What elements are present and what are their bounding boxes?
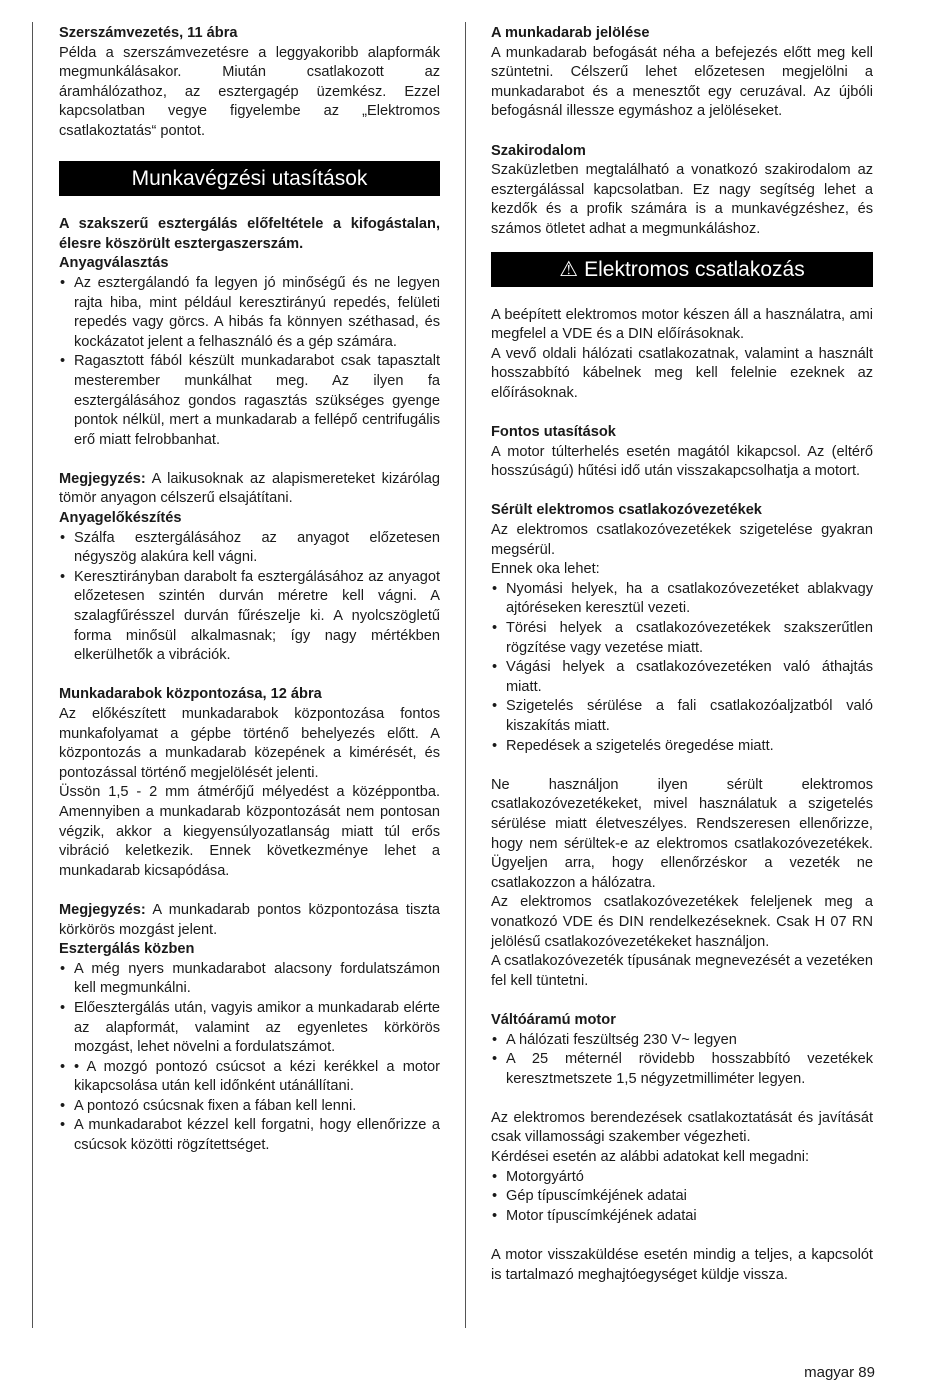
section-title: Anyagelőkészítés — [59, 510, 182, 527]
paragraph: Az elektromos berendezések csatlakoztatását és javítását csak villamossági szakember végezheti. — [491, 1109, 873, 1146]
paragraph: A csatlakozóvezeték típusának megnevezését a vezetéken fel kell tüntetni. — [491, 953, 873, 989]
section-literature — [491, 142, 873, 240]
warning-icon: ⚠ — [559, 257, 579, 281]
section-during-turning — [59, 940, 440, 1156]
list-item: • Szálfa esztergálásához az anyagot előzetesen négyszög alakúra kell vágni. — [59, 529, 440, 568]
section-workpiece-marking — [491, 24, 873, 122]
paragraph: Ennek oka lehet: — [491, 561, 600, 578]
paragraph: A beépített elektromos motor készen áll a használatra, ami megfelel a VDE és a DIN előírásoknak. — [491, 306, 873, 343]
list-item: • • A mozgó pontozó csúcsot a kézi kerékkel a motor kikapcsolása után kell időnként utánállítani. — [59, 1058, 440, 1097]
paragraph: A motor visszaküldése esetén mindig a teljes, a kapcsolót is tartalmazó meghajtóegységet küldje vissza. — [491, 1247, 873, 1283]
paragraph: Példa a szerszámvezetésre a leggyakoribb alapformák megmunkálásakor. Miután csatlakozott az áramhálózathoz, az esztergagép üzemkész. Ezzel kapcsolatban vegye figyelembe az „Elektromos csatlakoztatás“ pontot. — [59, 44, 440, 139]
section-title: Szerszámvezetés, 11 ábra — [59, 25, 238, 41]
paragraph: A motor túlterhelés esetén magától kikapcsol. Az (eltérő hosszúságú) hűtési idő után visszakapcsolhatja a motort. — [491, 443, 873, 480]
list-item: • A munkadarabot kézzel kell forgatni, hogy ellenőrizze a csúcsok közötti rögzítettséget. — [59, 1116, 440, 1155]
list-item: • Szigetelés sérülése a fali csatlakozóaljzatból való kiszakítás miatt. — [491, 697, 873, 736]
left-column — [59, 24, 440, 1156]
section-title: Fontos utasítások — [491, 424, 616, 441]
left-margin-rule — [32, 22, 33, 1328]
paragraph: Ne használjon ilyen sérült elektromos csatlakozóvezetékeket, mivel használatuk a szigetelés sérülése miatt életveszélyes. Rendszeresen ellenőrizze, hogy nem sérültek-e az elektromos csatlakozóvezetékek. Ügyeljen arra, hogy ellenőrzéskor a vezeték ne csatlakozzon a hálózatra. — [491, 776, 873, 891]
banner-label: Elektromos csatlakozás — [584, 257, 805, 281]
list-item: • Előesztergálás után, vagyis amikor a munkadarab elérte az alapformát, valamint az egyenletes körkörös mozgást, lehet növelni a fordulatszámot. — [59, 999, 440, 1058]
note-paragraph — [59, 470, 440, 509]
list-item: • Keresztirányban darabolt fa esztergálásához az anyagot előzetesen szintén durván méretre kell vágni. A szalagfűrésszel durván fűrészelje ki. A nyolcszögletű forma minősül alkalmasnak; így nagy mértékben elkerülhetők a vibrációk. — [59, 568, 440, 666]
paragraph: Az előkészített munkadarabok központozása fontos munkafolyamat a gépbe történő behelyezés előtt. A központozás a munkadarab közepének a kimérését, és pontozással történő megjelölését jelenti. — [59, 706, 440, 781]
section-banner-work-instructions: Munkavégzési utasítások — [59, 161, 440, 196]
right-column — [491, 24, 873, 1285]
note-text: A laikusoknak az alapismereteket kizárólag tömör anyagon célszerű elsajátítani. — [59, 470, 440, 507]
list-item: • Az esztergálandó fa legyen jó minőségű és ne legyen rajta hiba, mint például keresztirányú repedés, felületi repedés vagy görcs. A hibás fa könnyen széthasad, és kockázatot jelent a felhasználó és a gép számára. — [59, 274, 440, 352]
list-item: • Motorgyártó — [491, 1168, 873, 1188]
section-banner-electrical-connection — [491, 252, 873, 287]
bullet-list — [59, 960, 440, 1156]
list-item: • Motor típuscímkéjének adatai — [491, 1207, 873, 1227]
section-title: Váltóáramú motor — [491, 1011, 616, 1028]
paragraph: Szaküzletben megtalálható a vonatkozó szakirodalom az esztergálással kapcsolatban. Ez nagy segítség lehet a kezdők és a profik számára is a munkavégzéshez, és számos ötletet adhat a megmunkáláshoz. — [491, 162, 873, 237]
section-cable-safety — [491, 776, 873, 992]
list-item: • A hálózati feszültség 230 V~ legyen — [491, 1031, 873, 1051]
section-title: Munkadarabok központozása, 12 ábra — [59, 686, 322, 703]
note-text: A munkadarab pontos központozása tiszta körkörös mozgást jelent. — [59, 901, 440, 938]
paragraph: A munkadarab befogását néha a befejezés előtt meg kell szüntetni. Célszerű lehet előzetesen megjelölni a munkadarabot és a menesztőt egy ceruzával. Az újbóli befogásnál illessze egymáshoz a jelöléseket. — [491, 44, 873, 120]
section-required-data — [491, 1148, 873, 1226]
list-item: • Ragasztott fából készült munkadarabot csak tapasztalt mesterember munkálhat meg. Az ilyen fa esztergálásához gondos ragasztás szükséges gyenge pontok nélkül, mert a munkadarab a fellépő centrifugális erő miatt felrobbanhat. — [59, 352, 440, 450]
paragraph: Kérdései esetén az alábbi adatokat kell megadni: — [491, 1149, 810, 1166]
bullet-list — [59, 529, 440, 666]
section-title: Anyagválasztás — [59, 255, 169, 272]
paragraph: Üssön 1,5 - 2 mm átmérőjű mélyedést a középpontba. Amennyiben a munkadarab központozását nem pontosan végzik, akkor a kiegyensúlyozatlanság miatt túl erős vibráció keletkezik. Ennek következménye lehet a munkadarab kicsapódása. — [59, 784, 440, 879]
bullet-list — [491, 1031, 873, 1090]
section-title: Esztergálás közben — [59, 941, 195, 958]
list-item: • Törési helyek a csatlakozóvezetékek szakszerűtlen rögzítése vagy vezetése miatt. — [491, 619, 873, 658]
bullet-list — [59, 274, 440, 450]
bullet-list — [491, 580, 873, 756]
paragraph: A vevő oldali hálózati csatlakozatnak, valamint a használt hosszabbító kábelnek meg kell felelnie ezeknek az előírásoknak. — [491, 345, 873, 401]
list-item: • Gép típuscímkéjének adatai — [491, 1187, 873, 1207]
section-title: Szakirodalom — [491, 142, 586, 159]
section-ac-motor — [491, 1011, 873, 1089]
note-label: Megjegyzés: — [59, 901, 146, 918]
page-number: magyar 89 — [804, 1364, 875, 1381]
section-tool-guide — [59, 24, 440, 142]
list-item: • Nyomási helyek, ha a csatlakozóvezetéket ablakvagy ajtóréseken keresztül vezeti. — [491, 580, 873, 619]
list-item: • Repedések a szigetelés öregedése miatt. — [491, 737, 873, 757]
note-label: Megjegyzés: — [59, 470, 146, 487]
section-title: A munkadarab jelölése — [491, 25, 650, 41]
section-title: Sérült elektromos csatlakozóvezetékek — [491, 502, 762, 519]
section-material-preparation — [59, 509, 440, 666]
list-item: • A pontozó csúcsnak fixen a fában kell lenni. — [59, 1097, 440, 1117]
center-column-rule — [465, 22, 466, 1328]
section-damaged-cables — [491, 501, 873, 756]
section-centering — [59, 685, 440, 881]
section-motor-intro — [491, 306, 873, 404]
section-material-selection — [59, 254, 440, 450]
paragraph: Az elektromos csatlakozóvezetékek feleljenek meg a vonatkozó VDE és DIN rendelkezéseknek. Csak H 07 RN jelölésű csatlakozóvezetékeket használjon. — [491, 894, 873, 950]
list-item: • Vágási helyek a csatlakozóvezetéken való áthajtás miatt. — [491, 658, 873, 697]
note-paragraph — [59, 901, 440, 940]
paragraph: Az elektromos csatlakozóvezetékek szigetelése gyakran megsérül. — [491, 522, 873, 558]
bullet-list — [491, 1168, 873, 1227]
section-important-instructions — [491, 423, 873, 482]
list-item: • A még nyers munkadarabot alacsony fordulatszámon kell megmunkálni. — [59, 960, 440, 999]
list-item: • A 25 méternél rövidebb hosszabbító vezetékek keresztmetszete 1,5 négyzetmilliméter legyen. — [491, 1050, 873, 1089]
lead-statement: A szakszerű esztergálás előfeltétele a kifogástalan, élesre köszörült esztergaszerszám. — [59, 216, 440, 252]
